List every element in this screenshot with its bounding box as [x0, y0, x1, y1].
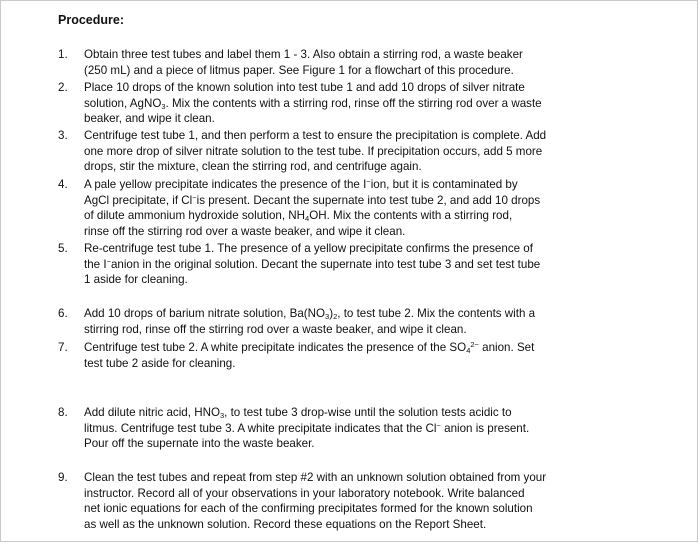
- step-8: [58, 405, 618, 452]
- text-run: is present. Decant the supernate into test tube 2, and add 10 drops: [196, 193, 541, 207]
- step-text: [84, 128, 618, 175]
- step-7: [58, 340, 618, 371]
- step-line: one more drop of silver nitrate solution to the test tube. If precipitation occurs, add 5 more: [84, 144, 543, 158]
- superscript: −: [192, 192, 197, 202]
- step-line: Clean the test tubes and repeat from step #2 with an unknown solution obtained from your: [84, 471, 547, 484]
- text-run: , to test tube 2. Mix the contents with a: [337, 307, 536, 320]
- step-number: 8.: [58, 406, 68, 419]
- subscript: 2: [333, 312, 338, 321]
- subscript: 4: [466, 346, 471, 355]
- text-run: anion. Set: [478, 341, 535, 354]
- text-run: the I: [84, 257, 107, 271]
- step-number: 5.: [58, 242, 68, 255]
- step-6: [58, 306, 618, 337]
- step-line: (250 mL) and a piece of litmus paper. See Figure 1 for a flowchart of this procedure.: [84, 63, 514, 77]
- step-text: [84, 241, 618, 288]
- superscript: 2−: [470, 340, 479, 349]
- step-4: [58, 177, 618, 239]
- text-run: , to test tube 3 drop-wise until the solution tests acidic to: [224, 406, 512, 419]
- step-9: [58, 470, 618, 532]
- subscript: 4: [305, 214, 310, 223]
- step-line: Re-centrifuge test tube 1. The presence of a yellow precipitate confirms the presence of: [84, 242, 533, 255]
- step-line: [84, 209, 512, 222]
- step-line: as well as the unknown solution. Record these equations on the Report Sheet.: [84, 517, 487, 531]
- step-line: [84, 178, 518, 191]
- step-3: [58, 128, 618, 175]
- superscript: −: [106, 256, 111, 266]
- step-line: Centrifuge test tube 1, and then perform a test to ensure the precipitation is complete. Add: [84, 129, 547, 142]
- subscript: 3: [325, 312, 330, 321]
- text-run: Centrifuge test tube 2. A white precipitate indicates the presence of the SO: [84, 341, 467, 354]
- text-run: A pale yellow precipitate indicates the presence of the I: [84, 178, 367, 191]
- text-run: of dilute ammonium hydroxide solution, NH: [84, 209, 306, 222]
- step-line: [84, 307, 535, 320]
- step-text: [84, 470, 618, 532]
- step-number: 7.: [58, 341, 68, 354]
- step-text: [84, 177, 618, 239]
- step-line: [84, 194, 540, 207]
- text-run: solution, AgNO: [84, 96, 162, 110]
- step-line: beaker, and wipe it clean.: [84, 112, 215, 125]
- text-run: ion, but it is contaminated by: [370, 178, 518, 191]
- step-number: 2.: [58, 81, 68, 94]
- step-text: [84, 47, 618, 78]
- step-line: [84, 97, 542, 110]
- step-line: [84, 422, 529, 435]
- superscript: −: [366, 177, 371, 186]
- step-5: [58, 241, 618, 288]
- step-line: [84, 341, 534, 354]
- step-line: test tube 2 aside for cleaning.: [84, 356, 236, 370]
- step-line: rinse off the stirring rod over a waste beaker, and wipe it clean.: [84, 224, 406, 238]
- subscript: 3: [161, 101, 166, 111]
- text-run: OH. Mix the contents with a stirring rod,: [309, 209, 513, 222]
- step-line: Pour off the supernate into the waste beaker.: [84, 437, 315, 450]
- step-number: 6.: [58, 307, 68, 320]
- step-number: 1.: [58, 48, 68, 61]
- step-line: stirring rod, rinse off the stirring rod over a waste beaker, and wipe it clean.: [84, 322, 467, 336]
- step-text: [84, 340, 618, 371]
- step-line: Obtain three test tubes and label them 1 - 3. Also obtain a stirring rod, a waste beaker: [84, 48, 523, 61]
- step-line: Place 10 drops of the known solution into test tube 1 and add 10 drops of silver nitrate: [84, 81, 525, 94]
- text-run: Add 10 drops of barium nitrate solution, Ba(NO: [84, 307, 326, 320]
- step-text: [84, 405, 618, 452]
- superscript: −: [436, 420, 441, 430]
- step-number: 4.: [58, 178, 68, 191]
- text-run: anion in the original solution. Decant the supernate into test tube 3 and set test tube: [110, 257, 541, 271]
- step-text: [84, 306, 618, 337]
- step-line: [84, 258, 540, 271]
- text-run: Add dilute nitric acid, HNO: [84, 406, 220, 419]
- text-run: . Mix the contents with a stirring rod, rinse off the stirring rod over a waste: [165, 96, 542, 110]
- text-run: anion is present.: [440, 421, 530, 435]
- step-number: 9.: [58, 471, 68, 484]
- step-text: [84, 80, 618, 127]
- step-1: [58, 47, 618, 78]
- step-line: [84, 406, 512, 419]
- step-line: 1 aside for cleaning.: [84, 273, 188, 286]
- text-run: litmus. Centrifuge test tube 3. A white precipitate indicates that the Cl: [84, 421, 437, 435]
- text-run: AgCl precipitate, if Cl: [84, 193, 193, 207]
- subscript: 3: [219, 411, 225, 420]
- step-line: drops, stir the mixture, clean the stirring rod, and centrifuge again.: [84, 160, 422, 173]
- step-2: [58, 80, 618, 127]
- text-run: ): [329, 307, 334, 320]
- step-number: 3.: [58, 129, 68, 142]
- step-line: instructor. Record all of your observations in your laboratory notebook. Write balanced: [84, 486, 525, 500]
- step-line: net ionic equations for each of the confirming precipitates formed for the known solution: [84, 502, 533, 515]
- procedure-heading: Procedure:: [58, 13, 124, 27]
